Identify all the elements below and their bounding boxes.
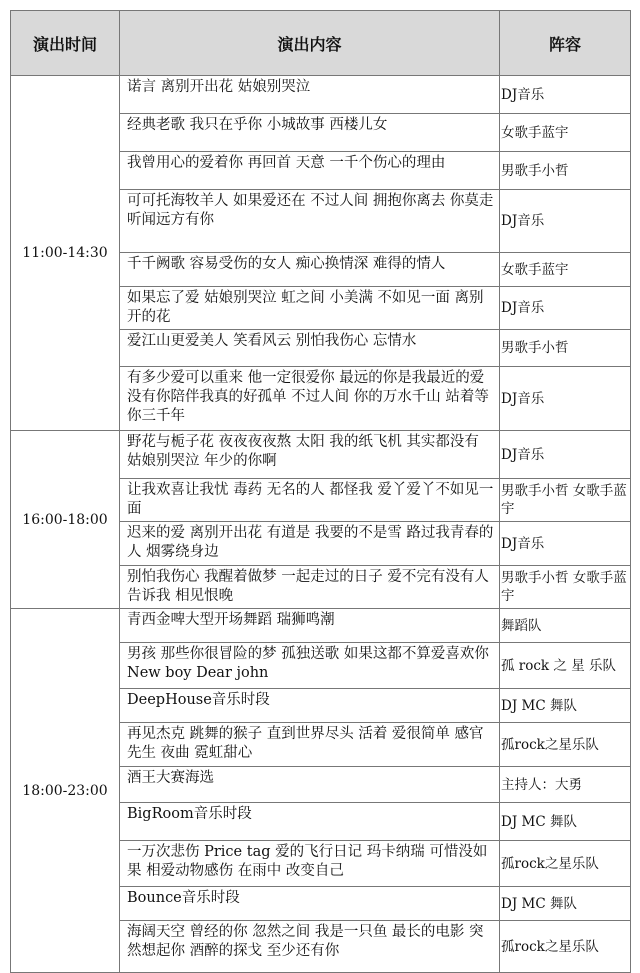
lineup-cell: 主持人：大勇	[500, 767, 631, 803]
header-time: 演出时间	[11, 11, 120, 76]
lineup-cell: DJ音乐	[500, 190, 631, 253]
time-slot-cell: 16:00-18:00	[11, 431, 120, 609]
lineup-cell: 男歌手小哲	[500, 330, 631, 367]
performance-schedule-table	[10, 10, 631, 973]
content-cell: 让我欢喜让我忧 毒药 无名的人 都怪我 爱丫爱丫不如见一面	[120, 479, 500, 522]
table-row	[11, 431, 631, 479]
content-cell: 迟来的爱 离别开出花 有道是 我要的不是雪 路过我青春的人 烟雾绕身边	[120, 522, 500, 566]
lineup-cell: 女歌手蓝宇	[500, 253, 631, 287]
lineup-cell: DJ音乐	[500, 367, 631, 431]
content-cell: 有多少爱可以重来 他一定很爱你 最远的你是我最近的爱 没有你陪伴我真的好孤单 不过人间 你的万水千山 站着等你三千年	[120, 367, 500, 431]
lineup-cell: DJ音乐	[500, 522, 631, 566]
content-cell: 千千阙歌 容易受伤的女人 痴心换情深 难得的情人	[120, 253, 500, 287]
time-slot-cell: 11:00-14:30	[11, 76, 120, 431]
lineup-cell: 孤rock之星乐队	[500, 841, 631, 887]
lineup-cell: 孤rock之星乐队	[500, 921, 631, 973]
content-cell: Bounce音乐时段	[120, 887, 500, 921]
content-cell: 爱江山更爱美人 笑看风云 别怕我伤心 忘情水	[120, 330, 500, 367]
lineup-cell: DJ音乐	[500, 287, 631, 330]
table-header-row	[11, 11, 631, 76]
content-cell: 经典老歌 我只在乎你 小城故事 西楼儿女	[120, 114, 500, 152]
lineup-cell: 男歌手小哲	[500, 152, 631, 190]
lineup-cell: DJ MC 舞队	[500, 689, 631, 723]
header-content: 演出内容	[120, 11, 500, 76]
lineup-cell: DJ音乐	[500, 76, 631, 114]
content-cell: DeepHouse音乐时段	[120, 689, 500, 723]
content-cell: 男孩 那些你很冒险的梦 孤独送歌 如果这都不算爱喜欢你 New boy Dear john	[120, 643, 500, 689]
content-cell: 海阔天空 曾经的你 忽然之间 我是一只鱼 最长的电影 突然想起你 酒醉的探戈 至少还有你	[120, 921, 500, 973]
lineup-cell: 孤 rock 之 星 乐队	[500, 643, 631, 689]
content-cell: 青西金啤大型开场舞蹈 瑞狮鸣潮	[120, 609, 500, 643]
lineup-cell: 男歌手小哲 女歌手蓝宇	[500, 479, 631, 522]
lineup-cell: 舞蹈队	[500, 609, 631, 643]
content-cell: 如果忘了爱 姑娘别哭泣 虹之间 小美满 不如见一面 离别开的花	[120, 287, 500, 330]
content-cell: 可可托海牧羊人 如果爱还在 不过人间 拥抱你离去 你莫走 听闻远方有你	[120, 190, 500, 253]
table-row	[11, 609, 631, 643]
table-row	[11, 76, 631, 114]
lineup-cell: DJ MC 舞队	[500, 887, 631, 921]
content-cell: 野花与栀子花 夜夜夜夜熬 太阳 我的纸飞机 其实都没有 姑娘别哭泣 年少的你啊	[120, 431, 500, 479]
header-lineup: 阵容	[500, 11, 631, 76]
content-cell: BigRoom音乐时段	[120, 803, 500, 841]
lineup-cell: DJ MC 舞队	[500, 803, 631, 841]
lineup-cell: DJ音乐	[500, 431, 631, 479]
content-cell: 再见杰克 跳舞的猴子 直到世界尽头 活着 爱很简单 感官先生 夜曲 霓虹甜心	[120, 723, 500, 767]
schedule-body	[11, 76, 631, 973]
content-cell: 我曾用心的爱着你 再回首 天意 一千个伤心的理由	[120, 152, 500, 190]
lineup-cell: 男歌手小哲 女歌手蓝宇	[500, 566, 631, 609]
time-slot-cell: 18:00-23:00	[11, 609, 120, 973]
content-cell: 一万次悲伤 Price tag 爱的飞行日记 玛卡纳瑞 可惜没如果 相爱动物感伤 在雨中 改变自己	[120, 841, 500, 887]
lineup-cell: 女歌手蓝宇	[500, 114, 631, 152]
content-cell: 诺言 离别开出花 姑娘别哭泣	[120, 76, 500, 114]
content-cell: 别怕我伤心 我醒着做梦 一起走过的日子 爱不完有没有人告诉我 相见恨晚	[120, 566, 500, 609]
lineup-cell: 孤rock之星乐队	[500, 723, 631, 767]
content-cell: 酒王大赛海选	[120, 767, 500, 803]
